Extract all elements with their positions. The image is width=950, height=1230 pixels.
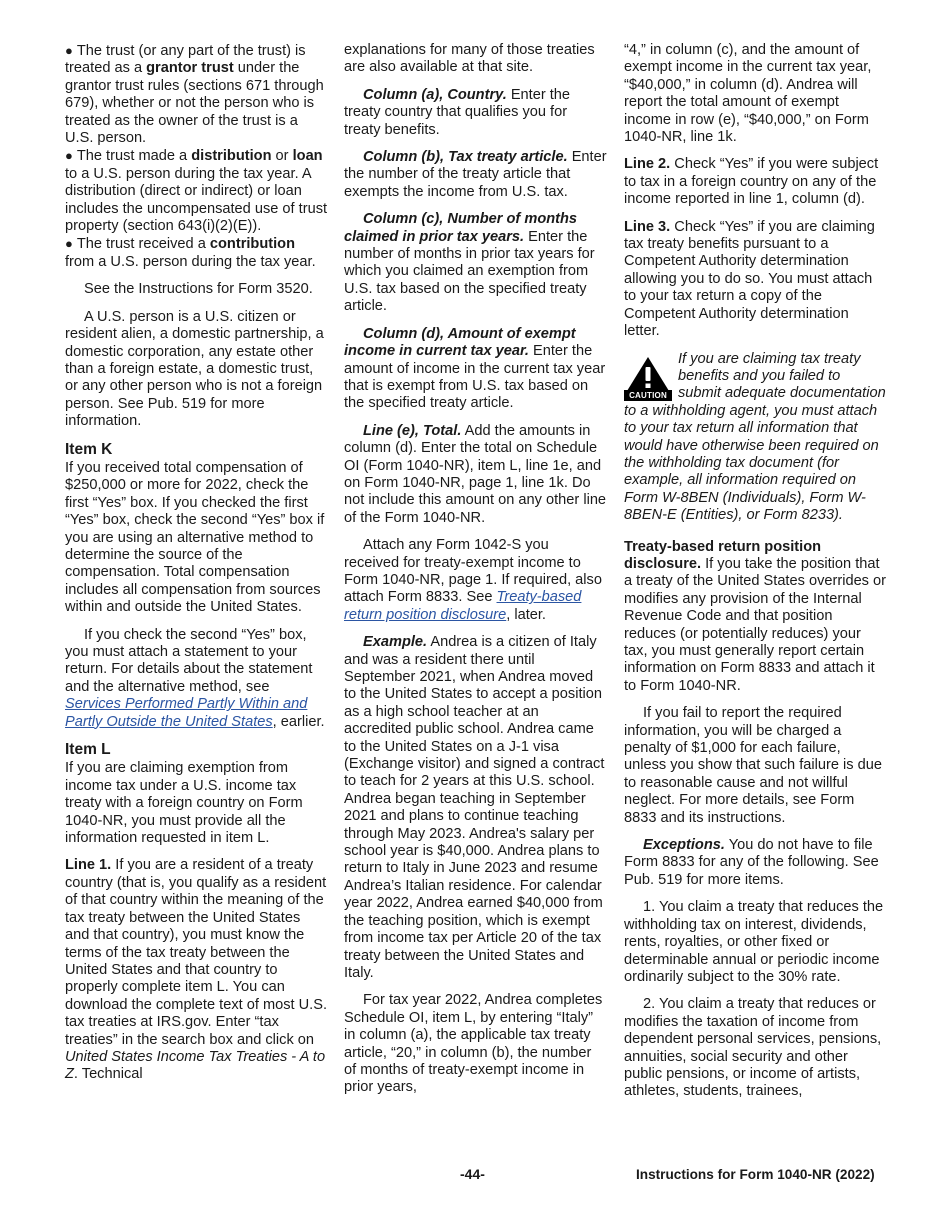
bullet-contribution: ● The trust received a contribution from a U.S. person during the tax year. (65, 236, 316, 270)
paragraph-line-3: Line 3. Check “Yes” if you are claiming tax treaty benefits pursuant to a Competent Authority determination allowing you to do so. You must attach to your tax return a copy of the Competent Authority determination letter. (624, 218, 875, 340)
list-item-2: 2. You claim a treaty that reduces or modifies the taxation of income from dependent personal services, pensions, annuities, social security and other public pensions, or income of artists, athletes, students, trainees, (624, 996, 882, 1100)
paragraph-column-c: Column (c), Number of months claimed in prior tax years. Enter the number of months in prior tax years for which you claimed an exemption from U.S. tax based on the specified treaty article. (344, 211, 595, 315)
paragraph-exceptions: Exceptions. You do not have to file Form 8833 for any of the following. See Pub. 519 for more items. (624, 837, 879, 888)
paragraph-column-a: Column (a), Country. Enter the treaty country that qualifies you for treaty benefits. (344, 86, 571, 138)
paragraph-item-k-2: If you check the second “Yes” box, you must attach a statement to your return. For details about the statement and the alternative method, see Services Performed Partly Within and Partly Outside the United States, earlier. (65, 626, 325, 730)
link-services-performed[interactable]: Services Performed Partly Within and Partly Outside the United States (65, 696, 308, 730)
heading-item-l: Item L (65, 741, 111, 759)
paragraph-column-b: Column (b), Tax treaty article. Enter the number of the treaty article that exempts the income from U.S. tax. (344, 149, 607, 200)
heading-item-k: Item K (65, 440, 113, 458)
paragraph-tax-year-2022: For tax year 2022, Andrea completes Schedule OI, item L, by entering “Italy” in column (a), the applicable tax treaty article, “20,” in column (b), the number of months of treaty-exempt income in prior years, (344, 992, 603, 1096)
caution-box (624, 351, 886, 525)
paragraph-item-k-1: If you received total compensation of $250,000 or more for 2022, check the first “Yes” box. If you checked the first “Yes” box, check the second “Yes” box if you are using an alternative method to determine the source of the compensation. Total compensation includes all compensation from sources within and outside the United States. (65, 459, 325, 616)
caution-text: If you are claiming tax treaty benefits and you failed to submit adequate documentation to a withholding agent, you must attach to your tax return all information that would have otherwise been required on the withholding tax document (for example, all information required on Form W-8BEN (Individuals), Form W-8BEN-E (Entities), or Form 8233). (624, 350, 886, 524)
paragraph-continued-right: “4,” in column (c), and the amount of exempt income in the current tax year, “$40,000,” in column (d). Andrea will report the total amount of exempt income in row (e), “$40,000,” on Form 1040-NR, line 1k. (624, 42, 872, 146)
list-item-1: 1. You claim a treaty that reduces the withholding tax on interest, dividends, rents, royalties, or other fixed or determinable annual or periodic income ordinarily subject to the 30% rate. (624, 899, 884, 985)
paragraph-item-l: If you are claiming exemption from income tax under a U.S. income tax treaty with a foreign country on Form 1040-NR, you must provide all the information requested in item L. (65, 760, 303, 847)
link-treaty-based-disclosure[interactable]: Treaty-based return position disclosure (344, 589, 582, 623)
paragraph-penalty: If you fail to report the required information, you will be charged a penalty of $1,000 for each failure, unless you show that such failure is due to reasonable cause and not willful neglect. For more details, see Form 8833 and its instructions. (624, 705, 882, 826)
column-middle (344, 42, 607, 1107)
paragraph-see-3520: See the Instructions for Form 3520. (84, 281, 313, 298)
document-title: Instructions for Form 1040-NR (2022) (636, 1167, 875, 1182)
paragraph-line-2: Line 2. Check “Yes” if you were subject to tax in a foreign country on any of the income reported in line 1, column (d). (624, 156, 879, 208)
paragraph-attach: Attach any Form 1042-S you received for treaty-exempt income to Form 1040-NR, page 1. If required, also attach Form 8833. See Treaty-based return position disclosure, later. (344, 537, 602, 623)
page-number: -44- (460, 1166, 485, 1182)
paragraph-continued: explanations for many of those treaties are also available at that site. (344, 42, 595, 76)
caution-label: CAUTION (624, 390, 672, 401)
column-right (624, 42, 886, 1111)
paragraph-example: Example. Andrea is a citizen of Italy and was a resident there until September 2021, when Andrea moved to the United States to accept a position as a high school teacher at an accredited public school. Andrea came to the United States on a J-1 visa (Exchange visitor) and signed a contract to teach for 2 years at this U.S. school. Andrea began teaching in September 2021 and plans to continue teaching through May 2023. Andrea's salary per school year is $40,000. Andrea plans to return to Italy in June 2023 and resume Andrea’s Italian residence. For calendar year 2022, Andrea earned $40,000 from the teaching position, which is exempt from income tax per Article 20 of the tax treaty between the United States and Italy. (344, 634, 605, 981)
paragraph-treaty-disclosure: Treaty-based return position disclosure. If you take the position that a treaty of the United States overrides or modifies any provision of the Internal Revenue Code and that position reduces (or potentially reduces) your tax, you must generally report certain information on Form 8833 and attach it to Form 1040-NR. (624, 538, 887, 694)
column-left (65, 42, 328, 1094)
bullet-distribution: ● The trust made a distribution or loan to a U.S. person during the tax year. A distribution (direct or indirect) or loan includes the uncompensated use of trust property (section 643(i)(2)(E)). (65, 148, 328, 235)
caution-triangle-icon (624, 355, 672, 401)
paragraph-line-e: Line (e), Total. Add the amounts in column (d). Enter the total on Schedule OI (Form 1040-NR), item L, line 1e, and on Form 1040-NR, page 1, line 1k. Do not include this amount on any other line of the Form 1040-NR. (344, 422, 607, 526)
bullet-grantor-trust: ● The trust (or any part of the trust) is treated as a grantor trust under the grantor trust rules (sections 671 through 679), whether or not the person who is treated as the owner of the trust is a U.S. person. (65, 43, 324, 147)
paragraph-line-1: Line 1. If you are a resident of a treaty country (that is, you qualify as a resident of that country within the meaning of the tax treaty between the United States and that country), you must know the terms of the tax treaty between the United States and that country to properly complete item L. You can download the complete text of most U.S. tax treaties at IRS.gov. Enter “tax treaties” in the search box and click on United States Income Tax Treaties - A to Z. Technical (65, 857, 328, 1083)
paragraph-column-d: Column (d), Amount of exempt income in current tax year. Enter the amount of income in the current tax year that is exempt from U.S. tax based on the specified treaty article. (344, 325, 606, 412)
paragraph-us-person: A U.S. person is a U.S. citizen or resident alien, a domestic partnership, a domestic corporation, any estate other than a foreign estate, a domestic trust, or any other person who is not a foreign person. See Pub. 519 for more information. (65, 308, 324, 430)
